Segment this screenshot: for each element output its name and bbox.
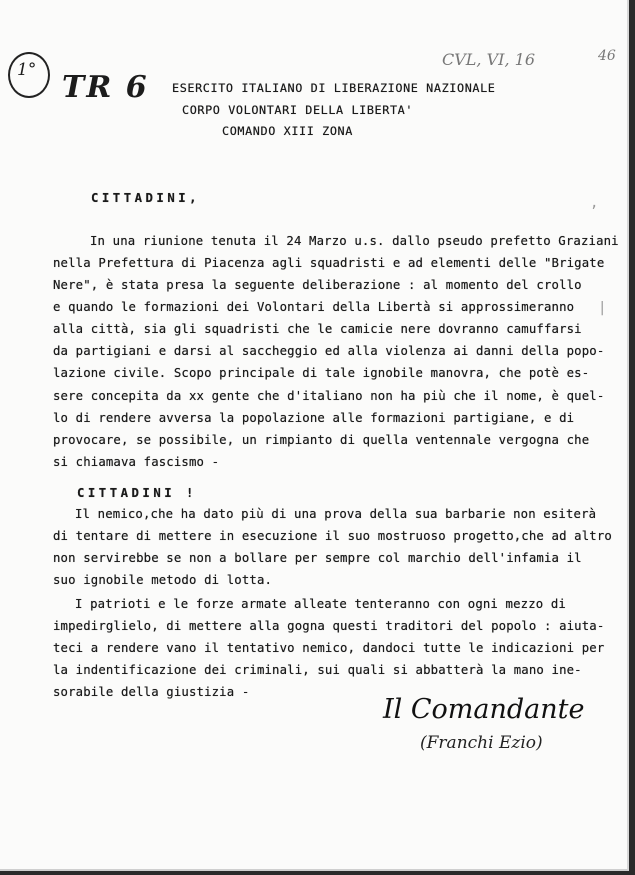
p1-line: e quando le formazioni dei Volontari della Libertà si approssimeranno — [53, 300, 575, 314]
header-line-2: CORPO VOLONTARI DELLA LIBERTA' — [182, 103, 414, 117]
p1-line: da partigiani e darsi al saccheggio ed alla violenza ai danni della popo- — [53, 344, 605, 358]
tr-mark: TR 6 — [62, 70, 149, 105]
p3-line: teci a rendere vano il tentativo nemico, dandoci tutte le indicazioni per — [53, 641, 605, 655]
p1-line: nella Prefettura di Piacenza agli squadristi e ad elementi delle "Brigate — [53, 256, 605, 270]
page-number: 46 — [598, 48, 616, 64]
p1-line: In una riunione tenuta il 24 Marzo u.s. dallo pseudo prefetto Graziani — [90, 234, 619, 248]
p3-line: sorabile della giustizia - — [53, 685, 250, 699]
p1-line: lo di rendere avversa la popolazione alle formazioni partigiane, e di — [53, 411, 575, 425]
p2-line: di tentare di mettere in esecuzione il suo mostruoso progetto,che ad altro — [53, 529, 612, 543]
p3-line: I patrioti e le forze armate alleate tenteranno con ogni mezzo di — [75, 597, 566, 611]
p2-line: non servirebbe se non a bollare per sempre col marchio dell'infamia il — [53, 551, 582, 565]
p2-line: Il nemico,che ha dato più di una prova della sua barbarie non esiterà — [75, 507, 597, 521]
p1-line: provocare, se possibile, un rimpianto di quella ventennale vergogna che — [53, 433, 590, 447]
salutation-2: CITTADINI ! — [77, 486, 197, 500]
archive-reference: CVL, VI, 16 — [442, 50, 535, 69]
pencil-mark: | — [598, 300, 607, 316]
p3-line: impedirglielo, di mettere alla gogna questi traditori del popolo : aiuta- — [53, 619, 605, 633]
header-line-3: COMANDO XIII ZONA — [222, 124, 353, 138]
header-line-1: ESERCITO ITALIANO DI LIBERAZIONE NAZIONALE — [172, 81, 496, 95]
p3-line: la indentificazione dei criminali, sui quali si abbatterà la mano ine- — [53, 663, 582, 677]
salutation: CITTADINI, — [91, 191, 201, 205]
signature-title: Il Comandante — [383, 694, 585, 725]
circled-number: 1° — [17, 60, 37, 80]
pencil-mark: , — [590, 195, 599, 211]
p1-line: si chiamava fascismo - — [53, 455, 220, 469]
p1-line: lazione civile. Scopo principale di tale ignobile manovra, che potè es- — [53, 366, 590, 380]
p1-line: alla città, sia gli squadristi che le camicie nere dovranno camuffarsi — [53, 322, 582, 336]
p1-line: sere concepita da xx gente che d'italiano non ha più che il nome, è quel- — [53, 389, 605, 403]
signature-name: (Franchi Ezio) — [420, 733, 543, 753]
p1-line: Nere", è stata presa la seguente deliberazione : al momento del crollo — [53, 278, 582, 292]
p2-line: suo ignobile metodo di lotta. — [53, 573, 273, 587]
